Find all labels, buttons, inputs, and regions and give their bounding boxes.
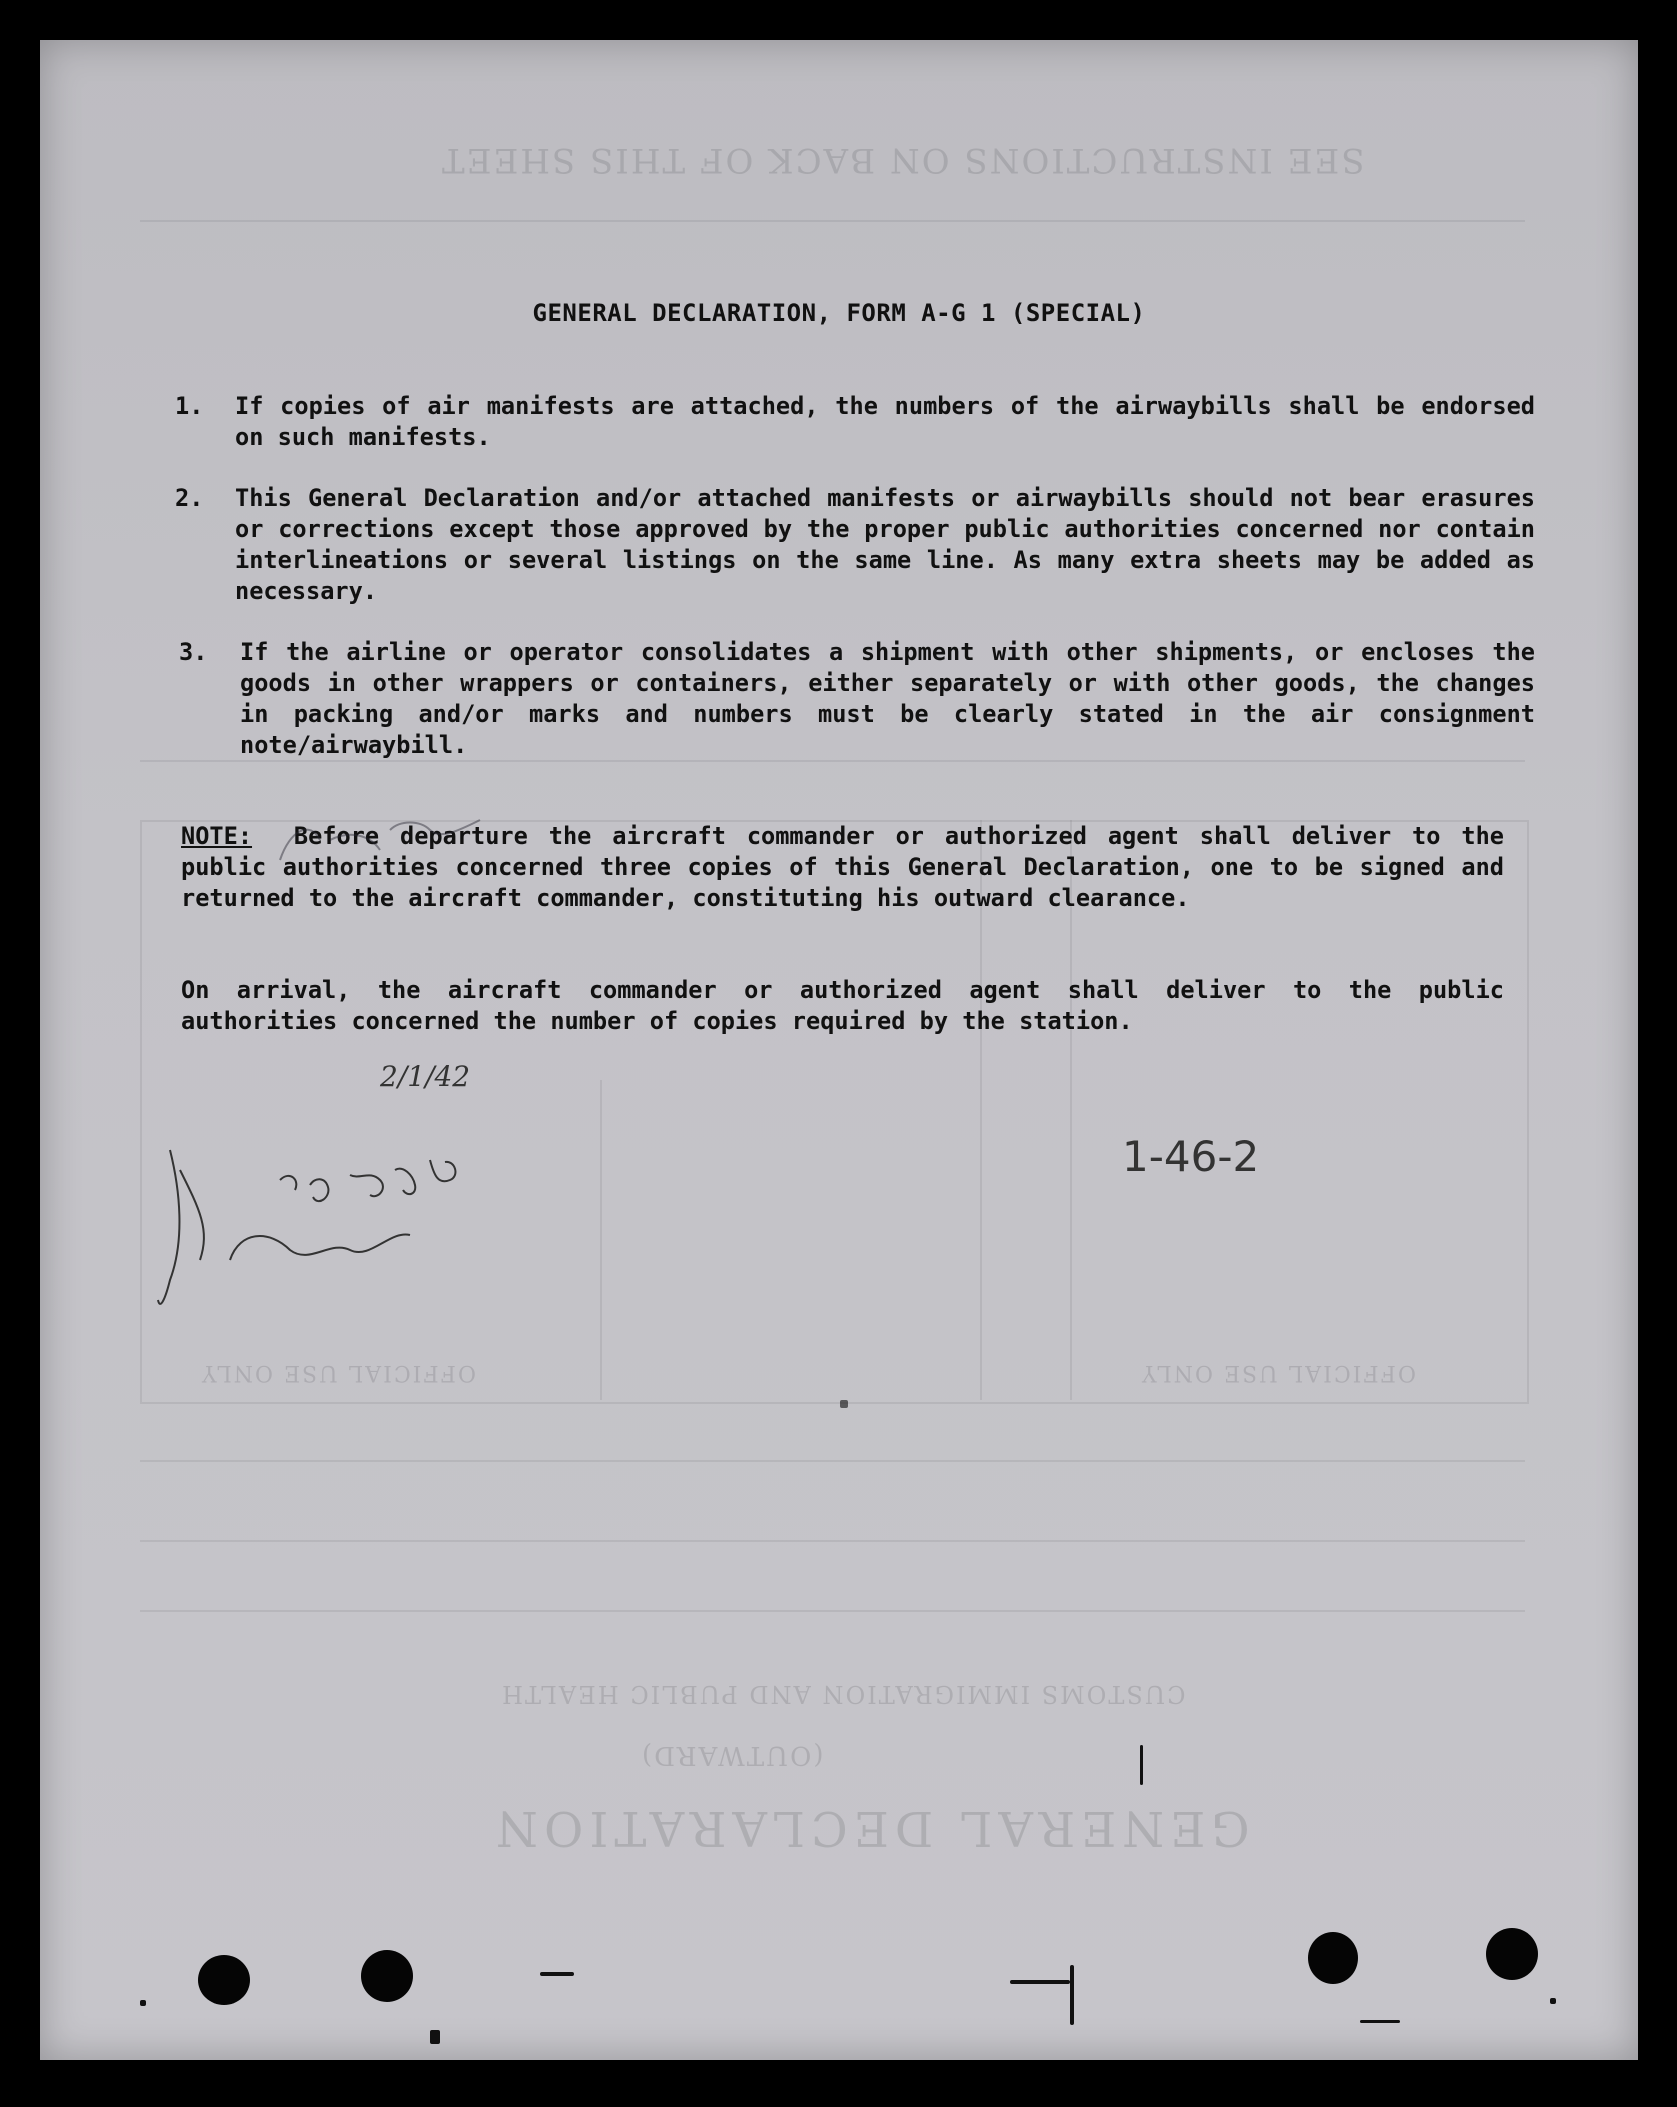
speck — [1010, 1980, 1070, 1984]
handwritten-date: 2/1/42 — [380, 1060, 471, 1093]
bleed-through-text: SEE INSTRUCTIONS ON BACK OF THIS SHEET — [440, 140, 1365, 180]
arrival-paragraph: On arrival, the aircraft commander or authorized agent shall deliver to the public authorities concerned the number of copies required by the station. — [181, 976, 1504, 1035]
speck — [1360, 2020, 1400, 2023]
punch-hole — [198, 1955, 250, 2005]
bleed-through-text: OFFICIAL USE ONLY — [200, 1360, 476, 1385]
handwritten-signature — [140, 1060, 620, 1320]
speck — [840, 1400, 848, 1408]
speck — [540, 1972, 574, 1976]
note-text: Before departure the aircraft commander or authorized agent shall deliver to the public authorities concerned three copies of this General Declaration, one to be signed and returned to the aircraft commander, constituting his outward clearance. — [181, 822, 1504, 912]
instruction-item — [175, 637, 1545, 761]
document-page — [40, 40, 1638, 2060]
speck — [430, 2030, 440, 2044]
punch-hole — [361, 1950, 413, 2002]
document-title: GENERAL DECLARATION, FORM A-G 1 (SPECIAL) — [532, 299, 1146, 327]
speck — [1070, 1965, 1074, 2025]
item-text: If copies of air manifests are attached, the numbers of the airwaybills shall be endorsed on such manifests. — [235, 392, 1535, 451]
item-number: 3. — [179, 638, 208, 666]
item-text: If the airline or operator consolidates a shipment with other shipments, or encloses the goods in other wrappers or containers, either separately or with other goods, the changes in packing and/or marks and numbers must be clearly stated in the air consignment note/airwaybill. — [240, 638, 1535, 759]
note-label: NOTE: — [181, 822, 253, 850]
item-number: 1. — [175, 392, 204, 420]
handwritten-annotation — [270, 800, 500, 890]
bleed-through-text: (OUTWARD) — [640, 1740, 824, 1770]
item-text: This General Declaration and/or attached manifests or airwaybills should not bear erasures or corrections except those approved by the proper public authorities concerned nor contain interlineations or several listings on the same line. As many extra sheets may be added as necessary. — [235, 484, 1535, 605]
bleed-through-text: CUSTOMS IMMIGRATION AND PUBLIC HEALTH — [500, 1680, 1186, 1708]
handwritten-reference: 1-46-2 — [1122, 1132, 1260, 1181]
punch-hole — [1308, 1932, 1358, 1984]
bleed-through-text: GENERAL DECLARATION — [490, 1800, 1250, 1856]
instruction-item — [175, 483, 1545, 607]
item-number: 2. — [175, 484, 204, 512]
bleed-through-text: OFFICIAL USE ONLY — [1140, 1360, 1416, 1385]
punch-hole — [1486, 1928, 1538, 1980]
instruction-item — [175, 391, 1545, 453]
speck — [140, 2000, 146, 2006]
speck — [1550, 1998, 1556, 2004]
speck — [1140, 1745, 1143, 1785]
